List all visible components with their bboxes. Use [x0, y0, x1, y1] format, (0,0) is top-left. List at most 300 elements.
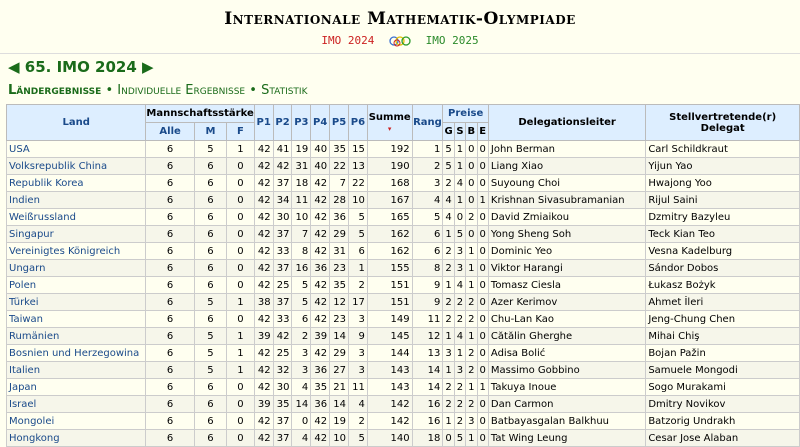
cell-m: 6 — [194, 379, 226, 396]
col-land[interactable]: Land — [7, 105, 146, 141]
cell-rank: 18 — [412, 430, 443, 447]
land-link[interactable]: Israel — [7, 396, 146, 413]
cell-m: 6 — [194, 396, 226, 413]
cell-p3: 31 — [292, 158, 311, 175]
cell-p1: 42 — [254, 243, 273, 260]
table-row — [7, 396, 800, 413]
cell-rank: 2 — [412, 158, 443, 175]
cell-p4: 42 — [311, 294, 330, 311]
cell-g: 2 — [443, 379, 454, 396]
cell-p4: 42 — [311, 311, 330, 328]
cell-g: 5 — [443, 141, 454, 158]
cell-e: 0 — [477, 175, 488, 192]
cell-p1: 42 — [254, 345, 273, 362]
cell-s: 3 — [454, 260, 465, 277]
cell-all: 6 — [146, 260, 194, 277]
result-tabs — [8, 83, 308, 98]
cell-p4: 42 — [311, 192, 330, 209]
col-b: B — [466, 123, 477, 141]
cell-all: 6 — [146, 192, 194, 209]
cell-b: 1 — [466, 328, 477, 345]
cell-p1: 42 — [254, 175, 273, 192]
cell-b: 0 — [466, 158, 477, 175]
cell-e: 0 — [477, 243, 488, 260]
table-row — [7, 209, 800, 226]
cell-p2: 41 — [273, 141, 292, 158]
cell-f: 0 — [227, 277, 255, 294]
cell-p6: 3 — [348, 311, 367, 328]
col-sum[interactable] — [367, 105, 412, 141]
cell-p6: 13 — [348, 158, 367, 175]
cell-b: 2 — [466, 345, 477, 362]
cell-p3: 7 — [292, 226, 311, 243]
cell-m: 6 — [194, 243, 226, 260]
cell-p6: 3 — [348, 362, 367, 379]
cell-f: 1 — [227, 328, 255, 345]
cell-p1: 39 — [254, 328, 273, 345]
col-p4[interactable]: P4 — [311, 105, 330, 141]
cell-rank: 16 — [412, 413, 443, 430]
cell-g: 0 — [443, 430, 454, 447]
cell-p4: 42 — [311, 243, 330, 260]
cell-g: 1 — [443, 277, 454, 294]
cell-b: 0 — [466, 226, 477, 243]
cell-p5: 14 — [330, 396, 349, 413]
cell-p3: 6 — [292, 311, 311, 328]
cell-all: 6 — [146, 430, 194, 447]
cell-p5: 21 — [330, 379, 349, 396]
table-row — [7, 226, 800, 243]
cell-rank: 11 — [412, 311, 443, 328]
cell-sum: 142 — [367, 413, 412, 430]
cell-p3: 16 — [292, 260, 311, 277]
cell-b: 0 — [466, 175, 477, 192]
cell-p6: 17 — [348, 294, 367, 311]
col-e: E — [477, 123, 488, 141]
cell-p3: 11 — [292, 192, 311, 209]
cell-rank: 3 — [412, 175, 443, 192]
cell-sum: 149 — [367, 311, 412, 328]
cell-p3: 2 — [292, 328, 311, 345]
cell-b: 0 — [466, 141, 477, 158]
cell-p5: 10 — [330, 430, 349, 447]
table-row — [7, 345, 800, 362]
cell-p5: 31 — [330, 243, 349, 260]
imo-label: 65. IMO 2024 — [24, 58, 137, 76]
cell-p6: 6 — [348, 243, 367, 260]
cell-p4: 39 — [311, 328, 330, 345]
cell-p4: 36 — [311, 362, 330, 379]
cell-rank: 9 — [412, 277, 443, 294]
cell-p6: 11 — [348, 379, 367, 396]
cell-g: 2 — [443, 294, 454, 311]
cell-all: 6 — [146, 345, 194, 362]
cell-b: 2 — [466, 294, 477, 311]
cell-e: 1 — [477, 192, 488, 209]
divider — [0, 53, 800, 54]
cell-p5: 27 — [330, 362, 349, 379]
cell-p5: 36 — [330, 209, 349, 226]
cell-p2: 33 — [273, 243, 292, 260]
cell-rank: 14 — [412, 379, 443, 396]
cell-leader: Batbayasgalan Balkhuu — [488, 413, 645, 430]
cell-s: 5 — [454, 226, 465, 243]
land-link[interactable]: Rumänien — [7, 328, 146, 345]
cell-m: 6 — [194, 311, 226, 328]
land-link[interactable]: Japan — [7, 379, 146, 396]
cell-all: 6 — [146, 243, 194, 260]
col-m[interactable]: M — [194, 123, 226, 141]
cell-m: 6 — [194, 175, 226, 192]
cell-p5: 7 — [330, 175, 349, 192]
cell-p3: 10 — [292, 209, 311, 226]
cell-p3: 4 — [292, 430, 311, 447]
col-f[interactable]: F — [227, 123, 255, 141]
cell-m: 6 — [194, 430, 226, 447]
page-title: Internationale Mathematik-Olympiade — [224, 9, 576, 29]
cell-m: 6 — [194, 413, 226, 430]
cell-p6: 5 — [348, 430, 367, 447]
next-imo-arrow-icon[interactable]: ▶ — [142, 58, 154, 76]
cell-s: 2 — [454, 379, 465, 396]
cell-s: 1 — [454, 158, 465, 175]
prev-year-link[interactable]: IMO 2024 — [321, 34, 375, 47]
cell-all: 6 — [146, 362, 194, 379]
cell-f: 1 — [227, 141, 255, 158]
cell-deputy: Dzmitry Bazyleu — [646, 209, 800, 226]
imo-heading — [8, 58, 154, 76]
cell-b: 1 — [466, 243, 477, 260]
cell-p6: 2 — [348, 413, 367, 430]
table-row — [7, 362, 800, 379]
col-rank[interactable]: Rang — [412, 105, 443, 141]
table-row — [7, 413, 800, 430]
cell-all: 6 — [146, 175, 194, 192]
cell-p1: 42 — [254, 430, 273, 447]
cell-p1: 42 — [254, 413, 273, 430]
col-p6[interactable]: P6 — [348, 105, 367, 141]
land-link[interactable]: Taiwan — [7, 311, 146, 328]
cell-p6: 2 — [348, 277, 367, 294]
cell-p6: 22 — [348, 175, 367, 192]
cell-p2: 25 — [273, 345, 292, 362]
land-link[interactable]: Republik Korea — [7, 175, 146, 192]
table-row — [7, 192, 800, 209]
cell-p5: 23 — [330, 260, 349, 277]
cell-m: 5 — [194, 362, 226, 379]
cell-g: 2 — [443, 311, 454, 328]
cell-p6: 5 — [348, 226, 367, 243]
land-link[interactable]: Hongkong — [7, 430, 146, 447]
cell-f: 0 — [227, 379, 255, 396]
cell-f: 0 — [227, 209, 255, 226]
cell-leader: Tomasz Ciesla — [488, 277, 645, 294]
cell-rank: 12 — [412, 328, 443, 345]
cell-f: 0 — [227, 260, 255, 277]
cell-sum: 145 — [367, 328, 412, 345]
cell-e: 0 — [477, 362, 488, 379]
cell-all: 6 — [146, 141, 194, 158]
col-all[interactable]: Alle — [146, 123, 194, 141]
cell-p4: 42 — [311, 277, 330, 294]
cell-rank: 13 — [412, 345, 443, 362]
cell-deputy: Bojan Pažin — [646, 345, 800, 362]
cell-leader: Adisa Bolić — [488, 345, 645, 362]
cell-b: 2 — [466, 209, 477, 226]
cell-f: 0 — [227, 243, 255, 260]
cell-p2: 34 — [273, 192, 292, 209]
table-row — [7, 294, 800, 311]
cell-s: 1 — [454, 192, 465, 209]
cell-p5: 35 — [330, 277, 349, 294]
cell-rank: 5 — [412, 209, 443, 226]
cell-s: 3 — [454, 362, 465, 379]
cell-p5: 28 — [330, 192, 349, 209]
cell-p2: 37 — [273, 175, 292, 192]
land-link[interactable]: Ungarn — [7, 260, 146, 277]
tab-country-results[interactable]: Ländergebnisse — [8, 83, 102, 98]
land-link[interactable]: Italien — [7, 362, 146, 379]
cell-deputy: Yijun Yao — [646, 158, 800, 175]
cell-b: 3 — [466, 413, 477, 430]
cell-p3: 19 — [292, 141, 311, 158]
cell-g: 4 — [443, 209, 454, 226]
cell-sum: 190 — [367, 158, 412, 175]
cell-s: 4 — [454, 277, 465, 294]
cell-f: 0 — [227, 158, 255, 175]
col-p2[interactable]: P2 — [273, 105, 292, 141]
cell-sum: 143 — [367, 379, 412, 396]
cell-all: 6 — [146, 396, 194, 413]
cell-s: 3 — [454, 243, 465, 260]
cell-p4: 42 — [311, 413, 330, 430]
cell-sum: 155 — [367, 260, 412, 277]
tab-individual-results[interactable]: Individuelle Ergebnisse — [117, 83, 246, 98]
col-leader: Delegationsleiter — [488, 105, 645, 141]
cell-leader: Chu-Lan Kao — [488, 311, 645, 328]
cell-e: 0 — [477, 396, 488, 413]
cell-deputy: Jeng-Chung Chen — [646, 311, 800, 328]
table-row — [7, 379, 800, 396]
cell-leader: Tat Wing Leung — [488, 430, 645, 447]
cell-p5: 22 — [330, 158, 349, 175]
land-link[interactable]: Mongolei — [7, 413, 146, 430]
table-row — [7, 277, 800, 294]
cell-leader: Yong Sheng Soh — [488, 226, 645, 243]
cell-p4: 42 — [311, 175, 330, 192]
cell-e: 0 — [477, 294, 488, 311]
cell-rank: 6 — [412, 226, 443, 243]
cell-deputy: Carl Schildkraut — [646, 141, 800, 158]
cell-p2: 42 — [273, 328, 292, 345]
cell-p4: 35 — [311, 379, 330, 396]
cell-rank: 6 — [412, 243, 443, 260]
cell-p6: 3 — [348, 345, 367, 362]
cell-p1: 42 — [254, 192, 273, 209]
cell-p2: 42 — [273, 158, 292, 175]
cell-m: 5 — [194, 328, 226, 345]
cell-all: 6 — [146, 277, 194, 294]
cell-s: 2 — [454, 413, 465, 430]
cell-g: 1 — [443, 413, 454, 430]
col-team-strength: Mannschaftsstärke — [146, 105, 254, 123]
cell-s: 0 — [454, 209, 465, 226]
cell-p3: 8 — [292, 243, 311, 260]
cell-e: 0 — [477, 328, 488, 345]
cell-all: 6 — [146, 226, 194, 243]
col-p1[interactable]: P1 — [254, 105, 273, 141]
cell-rank: 8 — [412, 260, 443, 277]
cell-rank: 1 — [412, 141, 443, 158]
cell-p2: 32 — [273, 362, 292, 379]
cell-p1: 42 — [254, 209, 273, 226]
cell-p2: 25 — [273, 277, 292, 294]
cell-b: 2 — [466, 396, 477, 413]
cell-m: 6 — [194, 192, 226, 209]
cell-s: 4 — [454, 328, 465, 345]
cell-deputy: Rijul Saini — [646, 192, 800, 209]
cell-p2: 35 — [273, 396, 292, 413]
land-link[interactable]: Vereinigtes Königreich — [7, 243, 146, 260]
cell-p2: 37 — [273, 226, 292, 243]
table-row — [7, 175, 800, 192]
cell-f: 0 — [227, 175, 255, 192]
cell-p5: 12 — [330, 294, 349, 311]
cell-deputy: Dmitry Novikov — [646, 396, 800, 413]
cell-g: 2 — [443, 260, 454, 277]
next-year-link[interactable]: IMO 2025 — [425, 34, 479, 47]
cell-b: 2 — [466, 311, 477, 328]
cell-p6: 15 — [348, 141, 367, 158]
cell-sum: 144 — [367, 345, 412, 362]
cell-m: 6 — [194, 209, 226, 226]
cell-all: 6 — [146, 328, 194, 345]
cell-p1: 42 — [254, 362, 273, 379]
table-row — [7, 311, 800, 328]
col-sum-label: Summe — [368, 111, 411, 123]
cell-p1: 42 — [254, 141, 273, 158]
col-p3[interactable]: P3 — [292, 105, 311, 141]
table-row — [7, 328, 800, 345]
cell-p3: 18 — [292, 175, 311, 192]
cell-leader: Cătălin Gherghe — [488, 328, 645, 345]
cell-leader: John Berman — [488, 141, 645, 158]
cell-p2: 30 — [273, 379, 292, 396]
land-link[interactable]: Polen — [7, 277, 146, 294]
cell-deputy: Batzorig Undrakh — [646, 413, 800, 430]
cell-p1: 42 — [254, 379, 273, 396]
land-link[interactable]: Volksrepublik China — [7, 158, 146, 175]
cell-g: 1 — [443, 226, 454, 243]
cell-p2: 37 — [273, 294, 292, 311]
cell-g: 5 — [443, 158, 454, 175]
cell-rank: 9 — [412, 294, 443, 311]
cell-e: 0 — [477, 277, 488, 294]
land-link[interactable]: Indien — [7, 192, 146, 209]
cell-p4: 42 — [311, 345, 330, 362]
cell-f: 0 — [227, 311, 255, 328]
cell-all: 6 — [146, 379, 194, 396]
cell-rank: 4 — [412, 192, 443, 209]
cell-s: 1 — [454, 345, 465, 362]
cell-e: 0 — [477, 413, 488, 430]
land-link[interactable]: Singapur — [7, 226, 146, 243]
cell-p6: 5 — [348, 209, 367, 226]
cell-p1: 39 — [254, 396, 273, 413]
cell-f: 0 — [227, 192, 255, 209]
land-link[interactable]: Türkei — [7, 294, 146, 311]
cell-p3: 3 — [292, 362, 311, 379]
cell-leader: Dominic Yeo — [488, 243, 645, 260]
cell-p2: 37 — [273, 260, 292, 277]
cell-e: 1 — [477, 379, 488, 396]
cell-f: 0 — [227, 396, 255, 413]
cell-p1: 42 — [254, 260, 273, 277]
cell-m: 6 — [194, 158, 226, 175]
cell-p6: 9 — [348, 328, 367, 345]
cell-sum: 192 — [367, 141, 412, 158]
cell-f: 1 — [227, 294, 255, 311]
cell-all: 6 — [146, 209, 194, 226]
cell-p1: 42 — [254, 226, 273, 243]
cell-p2: 33 — [273, 311, 292, 328]
cell-leader: Dan Carmon — [488, 396, 645, 413]
cell-e: 0 — [477, 158, 488, 175]
tab-statistics[interactable]: Statistik — [261, 83, 308, 98]
cell-deputy: Samuele Mongodi — [646, 362, 800, 379]
col-s: S — [454, 123, 465, 141]
cell-p4: 40 — [311, 141, 330, 158]
cell-e: 0 — [477, 141, 488, 158]
cell-p4: 36 — [311, 260, 330, 277]
cell-e: 0 — [477, 226, 488, 243]
cell-sum: 167 — [367, 192, 412, 209]
cell-b: 0 — [466, 192, 477, 209]
cell-f: 0 — [227, 226, 255, 243]
cell-p3: 4 — [292, 379, 311, 396]
cell-all: 6 — [146, 294, 194, 311]
cell-g: 3 — [443, 345, 454, 362]
land-link[interactable]: USA — [7, 141, 146, 158]
cell-all: 6 — [146, 413, 194, 430]
cell-p4: 42 — [311, 226, 330, 243]
cell-p3: 0 — [292, 413, 311, 430]
prev-imo-arrow-icon[interactable]: ◀ — [8, 58, 20, 76]
cell-e: 0 — [477, 345, 488, 362]
cell-e: 0 — [477, 311, 488, 328]
cell-all: 6 — [146, 158, 194, 175]
cell-p2: 37 — [273, 413, 292, 430]
cell-b: 1 — [466, 260, 477, 277]
cell-sum: 151 — [367, 277, 412, 294]
cell-e: 0 — [477, 260, 488, 277]
cell-p6: 4 — [348, 396, 367, 413]
cell-f: 1 — [227, 345, 255, 362]
cell-leader: Viktor Harangi — [488, 260, 645, 277]
cell-leader: Takuya Inoue — [488, 379, 645, 396]
col-p5[interactable]: P5 — [330, 105, 349, 141]
cell-s: 2 — [454, 311, 465, 328]
table-row — [7, 141, 800, 158]
cell-sum: 151 — [367, 294, 412, 311]
cell-s: 2 — [454, 294, 465, 311]
cell-p2: 30 — [273, 209, 292, 226]
land-link[interactable]: Weißrussland — [7, 209, 146, 226]
cell-deputy: Mihai Chiş — [646, 328, 800, 345]
cell-sum: 162 — [367, 243, 412, 260]
cell-deputy: Łukasz Bożyk — [646, 277, 800, 294]
land-link[interactable]: Bosnien und Herzegowina — [7, 345, 146, 362]
